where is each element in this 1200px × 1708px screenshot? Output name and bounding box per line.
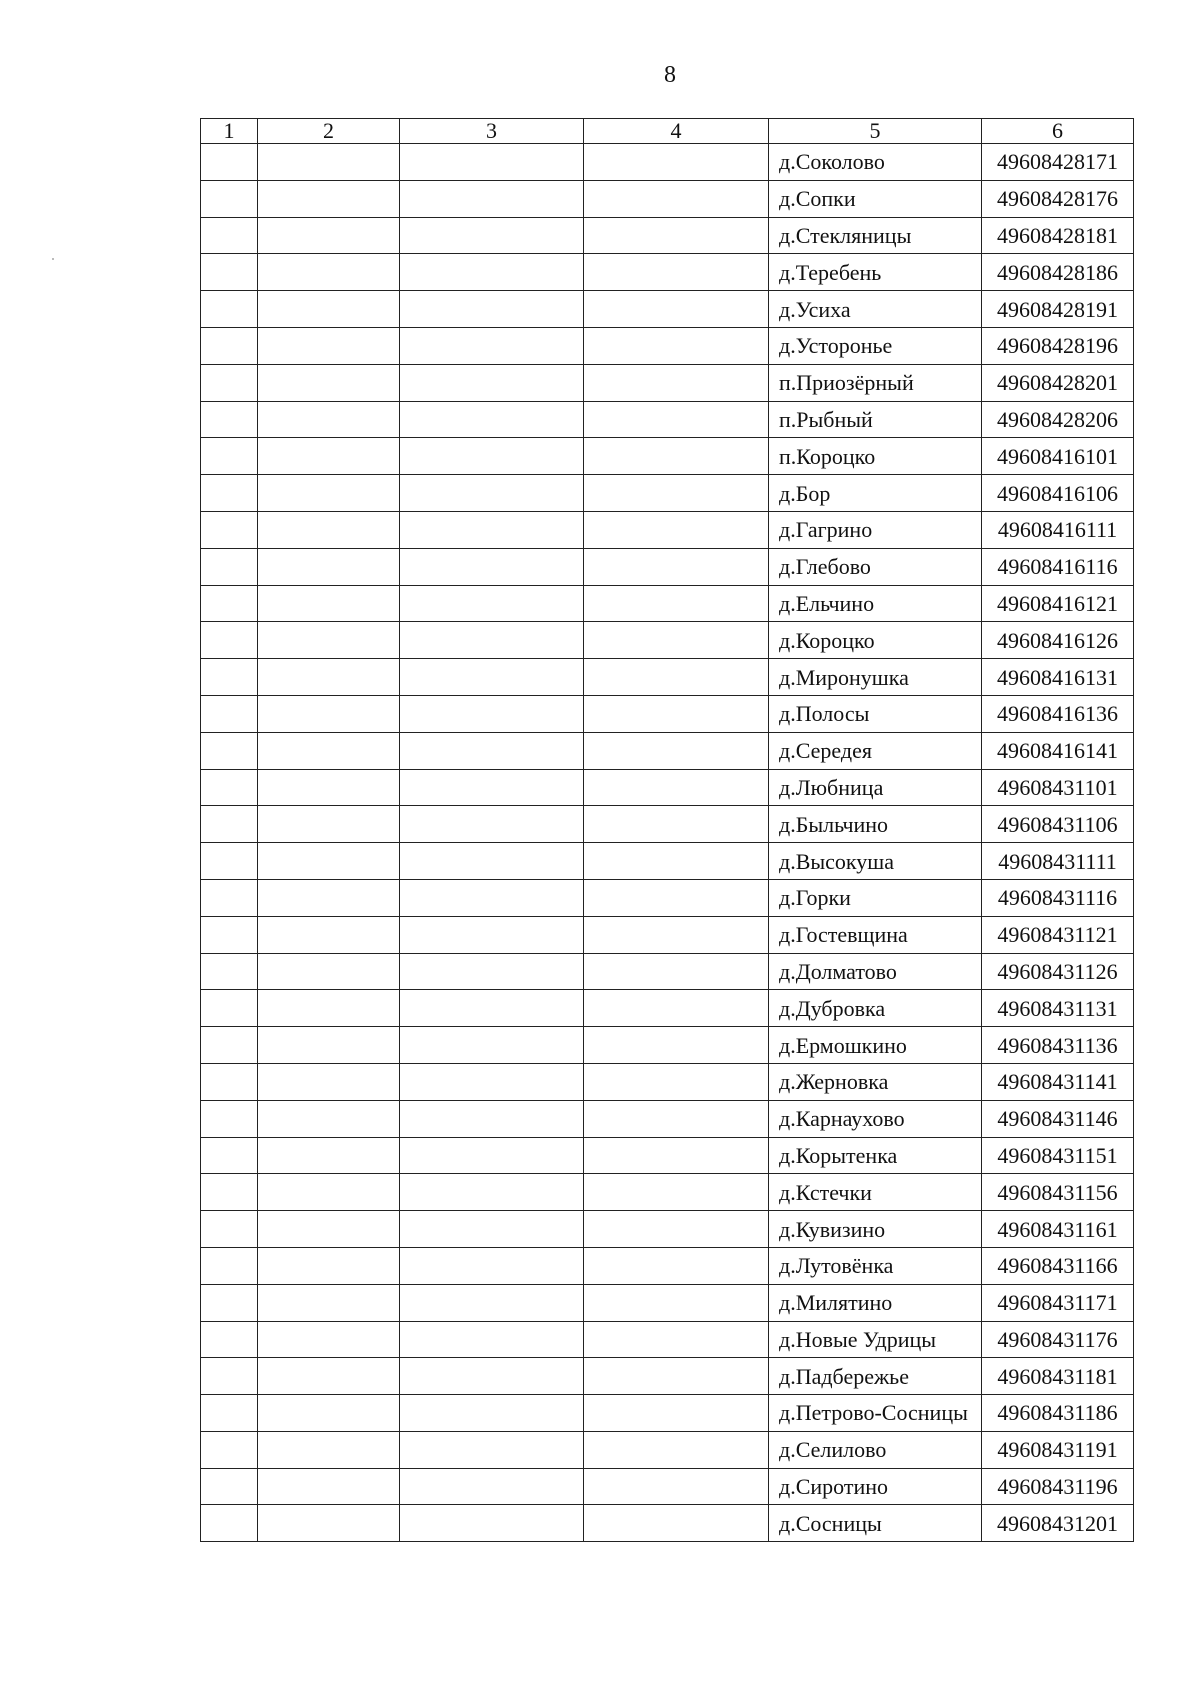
empty-cell-col3 bbox=[400, 1027, 584, 1064]
settlement-name-cell: д.Высокуша bbox=[769, 843, 982, 880]
table-row bbox=[201, 144, 1134, 181]
empty-cell-col2 bbox=[258, 144, 400, 181]
empty-cell-col2 bbox=[258, 1321, 400, 1358]
settlement-name-cell: д.Гагрино bbox=[769, 511, 982, 548]
table-row bbox=[201, 769, 1134, 806]
empty-cell-col4 bbox=[584, 548, 769, 585]
settlement-name-cell: д.Ельчино bbox=[769, 585, 982, 622]
settlement-name-cell: д.Сопки bbox=[769, 180, 982, 217]
empty-cell-col4 bbox=[584, 364, 769, 401]
empty-cell-col4 bbox=[584, 1137, 769, 1174]
settlement-name-cell: д.Быльчино bbox=[769, 806, 982, 843]
oktmo-code-cell: 49608431111 bbox=[982, 843, 1134, 880]
empty-cell-col1 bbox=[201, 1063, 258, 1100]
oktmo-code-cell: 49608428201 bbox=[982, 364, 1134, 401]
oktmo-code-cell: 49608431171 bbox=[982, 1284, 1134, 1321]
empty-cell-col4 bbox=[584, 1027, 769, 1064]
empty-cell-col1 bbox=[201, 916, 258, 953]
empty-cell-col2 bbox=[258, 180, 400, 217]
empty-cell-col2 bbox=[258, 1137, 400, 1174]
empty-cell-col4 bbox=[584, 732, 769, 769]
empty-cell-col4 bbox=[584, 1063, 769, 1100]
table-row bbox=[201, 622, 1134, 659]
empty-cell-col1 bbox=[201, 438, 258, 475]
empty-cell-col1 bbox=[201, 1100, 258, 1137]
empty-cell-col4 bbox=[584, 1211, 769, 1248]
empty-cell-col4 bbox=[584, 879, 769, 916]
settlement-name-cell: д.Новые Удрицы bbox=[769, 1321, 982, 1358]
empty-cell-col1 bbox=[201, 1247, 258, 1284]
settlement-name-cell: д.Дубровка bbox=[769, 990, 982, 1027]
oktmo-code-cell: 49608416116 bbox=[982, 548, 1134, 585]
empty-cell-col1 bbox=[201, 695, 258, 732]
empty-cell-col3 bbox=[400, 695, 584, 732]
empty-cell-col2 bbox=[258, 806, 400, 843]
empty-cell-col2 bbox=[258, 879, 400, 916]
empty-cell-col3 bbox=[400, 1100, 584, 1137]
empty-cell-col1 bbox=[201, 475, 258, 512]
empty-cell-col4 bbox=[584, 1358, 769, 1395]
settlement-name-cell: д.Лутовёнка bbox=[769, 1247, 982, 1284]
empty-cell-col3 bbox=[400, 548, 584, 585]
empty-cell-col3 bbox=[400, 511, 584, 548]
empty-cell-col4 bbox=[584, 843, 769, 880]
table-row bbox=[201, 1284, 1134, 1321]
table-row bbox=[201, 659, 1134, 696]
table-row bbox=[201, 1505, 1134, 1542]
page-number: 8 bbox=[664, 62, 676, 88]
empty-cell-col2 bbox=[258, 1063, 400, 1100]
scan-speck bbox=[52, 258, 54, 260]
table-row bbox=[201, 180, 1134, 217]
empty-cell-col4 bbox=[584, 254, 769, 291]
empty-cell-col2 bbox=[258, 254, 400, 291]
empty-cell-col2 bbox=[258, 622, 400, 659]
oktmo-code-cell: 49608431166 bbox=[982, 1247, 1134, 1284]
oktmo-code-cell: 49608431181 bbox=[982, 1358, 1134, 1395]
empty-cell-col1 bbox=[201, 217, 258, 254]
empty-cell-col4 bbox=[584, 622, 769, 659]
empty-cell-col4 bbox=[584, 1431, 769, 1468]
oktmo-code-cell: 49608416101 bbox=[982, 438, 1134, 475]
table-row bbox=[201, 953, 1134, 990]
column-header-1: 1 bbox=[201, 119, 258, 144]
settlement-name-cell: д.Сосницы bbox=[769, 1505, 982, 1542]
empty-cell-col2 bbox=[258, 843, 400, 880]
table-row bbox=[201, 1137, 1134, 1174]
empty-cell-col3 bbox=[400, 1321, 584, 1358]
empty-cell-col4 bbox=[584, 511, 769, 548]
oktmo-code-cell: 49608431156 bbox=[982, 1174, 1134, 1211]
empty-cell-col1 bbox=[201, 1358, 258, 1395]
empty-cell-col2 bbox=[258, 475, 400, 512]
settlement-name-cell: д.Горки bbox=[769, 879, 982, 916]
oktmo-code-cell: 49608431106 bbox=[982, 806, 1134, 843]
empty-cell-col2 bbox=[258, 217, 400, 254]
empty-cell-col4 bbox=[584, 1247, 769, 1284]
empty-cell-col1 bbox=[201, 659, 258, 696]
empty-cell-col1 bbox=[201, 254, 258, 291]
settlement-name-cell: п.Короцко bbox=[769, 438, 982, 475]
empty-cell-col1 bbox=[201, 1284, 258, 1321]
empty-cell-col1 bbox=[201, 843, 258, 880]
settlement-name-cell: д.Середея bbox=[769, 732, 982, 769]
empty-cell-col3 bbox=[400, 953, 584, 990]
empty-cell-col3 bbox=[400, 659, 584, 696]
table-row bbox=[201, 511, 1134, 548]
oktmo-code-cell: 49608431136 bbox=[982, 1027, 1134, 1064]
empty-cell-col1 bbox=[201, 953, 258, 990]
empty-cell-col1 bbox=[201, 1137, 258, 1174]
empty-cell-col4 bbox=[584, 291, 769, 328]
empty-cell-col3 bbox=[400, 990, 584, 1027]
empty-cell-col3 bbox=[400, 180, 584, 217]
settlement-name-cell: д.Теребень bbox=[769, 254, 982, 291]
settlement-name-cell: д.Долматово bbox=[769, 953, 982, 990]
settlement-name-cell: д.Жерновка bbox=[769, 1063, 982, 1100]
empty-cell-col4 bbox=[584, 475, 769, 512]
oktmo-code-cell: 49608416106 bbox=[982, 475, 1134, 512]
empty-cell-col1 bbox=[201, 1505, 258, 1542]
table-row bbox=[201, 1431, 1134, 1468]
empty-cell-col3 bbox=[400, 144, 584, 181]
empty-cell-col3 bbox=[400, 1431, 584, 1468]
table-row bbox=[201, 1027, 1134, 1064]
empty-cell-col1 bbox=[201, 291, 258, 328]
empty-cell-col1 bbox=[201, 1027, 258, 1064]
settlement-name-cell: д.Глебово bbox=[769, 548, 982, 585]
empty-cell-col4 bbox=[584, 1468, 769, 1505]
table-row bbox=[201, 291, 1134, 328]
empty-cell-col4 bbox=[584, 1505, 769, 1542]
empty-cell-col2 bbox=[258, 327, 400, 364]
empty-cell-col4 bbox=[584, 144, 769, 181]
empty-cell-col3 bbox=[400, 916, 584, 953]
table-row bbox=[201, 254, 1134, 291]
table-row bbox=[201, 1063, 1134, 1100]
table-row bbox=[201, 1247, 1134, 1284]
table-row bbox=[201, 364, 1134, 401]
table-row bbox=[201, 1395, 1134, 1432]
empty-cell-col4 bbox=[584, 327, 769, 364]
settlement-name-cell: д.Ермошкино bbox=[769, 1027, 982, 1064]
oktmo-code-cell: 49608416126 bbox=[982, 622, 1134, 659]
oktmo-code-cell: 49608431121 bbox=[982, 916, 1134, 953]
empty-cell-col2 bbox=[258, 1174, 400, 1211]
empty-cell-col1 bbox=[201, 1211, 258, 1248]
oktmo-code-cell: 49608428176 bbox=[982, 180, 1134, 217]
table-row bbox=[201, 806, 1134, 843]
empty-cell-col4 bbox=[584, 438, 769, 475]
empty-cell-col3 bbox=[400, 217, 584, 254]
empty-cell-col3 bbox=[400, 879, 584, 916]
settlement-name-cell: д.Бор bbox=[769, 475, 982, 512]
empty-cell-col1 bbox=[201, 327, 258, 364]
empty-cell-col3 bbox=[400, 806, 584, 843]
settlement-name-cell: д.Усиха bbox=[769, 291, 982, 328]
settlement-name-cell: д.Петрово-Сосницы bbox=[769, 1395, 982, 1432]
settlement-name-cell: д.Кувизино bbox=[769, 1211, 982, 1248]
column-header-4: 4 bbox=[584, 119, 769, 144]
oktmo-code-cell: 49608416141 bbox=[982, 732, 1134, 769]
oktmo-code-cell: 49608416111 bbox=[982, 511, 1134, 548]
empty-cell-col1 bbox=[201, 364, 258, 401]
empty-cell-col1 bbox=[201, 1431, 258, 1468]
table-row bbox=[201, 217, 1134, 254]
table-row bbox=[201, 1174, 1134, 1211]
empty-cell-col2 bbox=[258, 401, 400, 438]
table-row bbox=[201, 548, 1134, 585]
empty-cell-col3 bbox=[400, 622, 584, 659]
empty-cell-col2 bbox=[258, 291, 400, 328]
column-header-2: 2 bbox=[258, 119, 400, 144]
column-header-5: 5 bbox=[769, 119, 982, 144]
empty-cell-col2 bbox=[258, 1358, 400, 1395]
empty-cell-col4 bbox=[584, 401, 769, 438]
settlement-name-cell: д.Миронушка bbox=[769, 659, 982, 696]
empty-cell-col3 bbox=[400, 364, 584, 401]
settlement-name-cell: д.Сиротино bbox=[769, 1468, 982, 1505]
empty-cell-col4 bbox=[584, 217, 769, 254]
settlement-name-cell: д.Милятино bbox=[769, 1284, 982, 1321]
empty-cell-col1 bbox=[201, 622, 258, 659]
empty-cell-col2 bbox=[258, 1247, 400, 1284]
empty-cell-col3 bbox=[400, 769, 584, 806]
empty-cell-col4 bbox=[584, 585, 769, 622]
oktmo-code-cell: 49608416121 bbox=[982, 585, 1134, 622]
empty-cell-col2 bbox=[258, 585, 400, 622]
table-row bbox=[201, 585, 1134, 622]
empty-cell-col3 bbox=[400, 327, 584, 364]
empty-cell-col2 bbox=[258, 1027, 400, 1064]
empty-cell-col1 bbox=[201, 1321, 258, 1358]
empty-cell-col4 bbox=[584, 916, 769, 953]
empty-cell-col1 bbox=[201, 990, 258, 1027]
settlement-name-cell: д.Карнаухово bbox=[769, 1100, 982, 1137]
empty-cell-col4 bbox=[584, 695, 769, 732]
oktmo-code-cell: 49608431186 bbox=[982, 1395, 1134, 1432]
empty-cell-col1 bbox=[201, 144, 258, 181]
empty-cell-col1 bbox=[201, 180, 258, 217]
empty-cell-col2 bbox=[258, 659, 400, 696]
empty-cell-col3 bbox=[400, 1211, 584, 1248]
table-row bbox=[201, 1358, 1134, 1395]
table-row bbox=[201, 916, 1134, 953]
table-row bbox=[201, 843, 1134, 880]
settlement-name-cell: д.Селилово bbox=[769, 1431, 982, 1468]
table-row bbox=[201, 1321, 1134, 1358]
empty-cell-col1 bbox=[201, 806, 258, 843]
empty-cell-col3 bbox=[400, 401, 584, 438]
empty-cell-col2 bbox=[258, 916, 400, 953]
column-header-6: 6 bbox=[982, 119, 1134, 144]
table-row bbox=[201, 438, 1134, 475]
empty-cell-col4 bbox=[584, 1395, 769, 1432]
oktmo-code-cell: 49608431126 bbox=[982, 953, 1134, 990]
empty-cell-col2 bbox=[258, 732, 400, 769]
empty-cell-col3 bbox=[400, 1358, 584, 1395]
empty-cell-col2 bbox=[258, 548, 400, 585]
settlement-name-cell: д.Падбережье bbox=[769, 1358, 982, 1395]
oktmo-code-cell: 49608428181 bbox=[982, 217, 1134, 254]
settlements-table bbox=[200, 118, 1134, 1542]
table-body bbox=[201, 144, 1134, 1542]
empty-cell-col1 bbox=[201, 1468, 258, 1505]
oktmo-code-cell: 49608428196 bbox=[982, 327, 1134, 364]
oktmo-code-cell: 49608428206 bbox=[982, 401, 1134, 438]
oktmo-code-cell: 49608431141 bbox=[982, 1063, 1134, 1100]
empty-cell-col3 bbox=[400, 1395, 584, 1432]
empty-cell-col3 bbox=[400, 732, 584, 769]
settlement-name-cell: д.Корытенка bbox=[769, 1137, 982, 1174]
empty-cell-col2 bbox=[258, 1431, 400, 1468]
oktmo-code-cell: 49608428186 bbox=[982, 254, 1134, 291]
settlement-name-cell: д.Соколово bbox=[769, 144, 982, 181]
oktmo-code-cell: 49608431196 bbox=[982, 1468, 1134, 1505]
settlement-name-cell: д.Усторонье bbox=[769, 327, 982, 364]
empty-cell-col3 bbox=[400, 1284, 584, 1321]
empty-cell-col3 bbox=[400, 1174, 584, 1211]
empty-cell-col1 bbox=[201, 585, 258, 622]
table-row bbox=[201, 1211, 1134, 1248]
table-row bbox=[201, 327, 1134, 364]
table-row bbox=[201, 732, 1134, 769]
oktmo-code-cell: 49608431131 bbox=[982, 990, 1134, 1027]
empty-cell-col3 bbox=[400, 1247, 584, 1284]
empty-cell-col1 bbox=[201, 1395, 258, 1432]
empty-cell-col2 bbox=[258, 364, 400, 401]
empty-cell-col3 bbox=[400, 1468, 584, 1505]
empty-cell-col4 bbox=[584, 806, 769, 843]
oktmo-code-cell: 49608428191 bbox=[982, 291, 1134, 328]
settlement-name-cell: д.Любница bbox=[769, 769, 982, 806]
empty-cell-col4 bbox=[584, 953, 769, 990]
empty-cell-col3 bbox=[400, 291, 584, 328]
oktmo-code-cell: 49608428171 bbox=[982, 144, 1134, 181]
empty-cell-col4 bbox=[584, 659, 769, 696]
settlement-name-cell: д.Кстечки bbox=[769, 1174, 982, 1211]
table-row bbox=[201, 401, 1134, 438]
empty-cell-col1 bbox=[201, 732, 258, 769]
table-row bbox=[201, 1100, 1134, 1137]
table-row bbox=[201, 1468, 1134, 1505]
empty-cell-col1 bbox=[201, 769, 258, 806]
empty-cell-col3 bbox=[400, 475, 584, 512]
empty-cell-col2 bbox=[258, 438, 400, 475]
empty-cell-col2 bbox=[258, 990, 400, 1027]
oktmo-code-cell: 49608431146 bbox=[982, 1100, 1134, 1137]
settlement-name-cell: д.Полосы bbox=[769, 695, 982, 732]
empty-cell-col1 bbox=[201, 548, 258, 585]
oktmo-code-cell: 49608416136 bbox=[982, 695, 1134, 732]
empty-cell-col2 bbox=[258, 1505, 400, 1542]
empty-cell-col3 bbox=[400, 1137, 584, 1174]
oktmo-code-cell: 49608416131 bbox=[982, 659, 1134, 696]
empty-cell-col2 bbox=[258, 1211, 400, 1248]
empty-cell-col1 bbox=[201, 511, 258, 548]
empty-cell-col2 bbox=[258, 1100, 400, 1137]
empty-cell-col4 bbox=[584, 1321, 769, 1358]
empty-cell-col1 bbox=[201, 879, 258, 916]
oktmo-code-cell: 49608431176 bbox=[982, 1321, 1134, 1358]
settlement-name-cell: д.Стекляницы bbox=[769, 217, 982, 254]
empty-cell-col3 bbox=[400, 1063, 584, 1100]
settlement-name-cell: д.Короцко bbox=[769, 622, 982, 659]
empty-cell-col3 bbox=[400, 438, 584, 475]
empty-cell-col2 bbox=[258, 695, 400, 732]
table-row bbox=[201, 990, 1134, 1027]
empty-cell-col4 bbox=[584, 990, 769, 1027]
header-row bbox=[201, 119, 1134, 144]
empty-cell-col2 bbox=[258, 511, 400, 548]
settlement-name-cell: п.Рыбный bbox=[769, 401, 982, 438]
empty-cell-col2 bbox=[258, 1468, 400, 1505]
empty-cell-col4 bbox=[584, 1100, 769, 1137]
empty-cell-col3 bbox=[400, 843, 584, 880]
empty-cell-col3 bbox=[400, 585, 584, 622]
settlement-name-cell: д.Гостевщина bbox=[769, 916, 982, 953]
table-row bbox=[201, 879, 1134, 916]
empty-cell-col4 bbox=[584, 1174, 769, 1211]
empty-cell-col4 bbox=[584, 1284, 769, 1321]
empty-cell-col4 bbox=[584, 180, 769, 217]
oktmo-code-cell: 49608431191 bbox=[982, 1431, 1134, 1468]
empty-cell-col2 bbox=[258, 953, 400, 990]
empty-cell-col1 bbox=[201, 1174, 258, 1211]
oktmo-code-cell: 49608431201 bbox=[982, 1505, 1134, 1542]
empty-cell-col2 bbox=[258, 1284, 400, 1321]
empty-cell-col3 bbox=[400, 254, 584, 291]
empty-cell-col2 bbox=[258, 769, 400, 806]
empty-cell-col2 bbox=[258, 1395, 400, 1432]
oktmo-code-cell: 49608431101 bbox=[982, 769, 1134, 806]
table-row bbox=[201, 475, 1134, 512]
oktmo-code-cell: 49608431116 bbox=[982, 879, 1134, 916]
empty-cell-col1 bbox=[201, 401, 258, 438]
empty-cell-col3 bbox=[400, 1505, 584, 1542]
table-row bbox=[201, 695, 1134, 732]
column-header-3: 3 bbox=[400, 119, 584, 144]
oktmo-code-cell: 49608431161 bbox=[982, 1211, 1134, 1248]
settlement-name-cell: п.Приозёрный bbox=[769, 364, 982, 401]
oktmo-code-cell: 49608431151 bbox=[982, 1137, 1134, 1174]
empty-cell-col4 bbox=[584, 769, 769, 806]
